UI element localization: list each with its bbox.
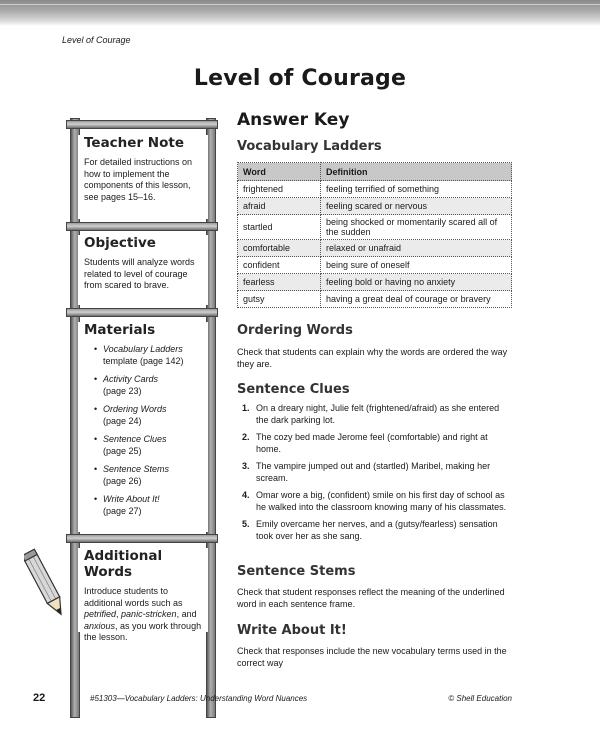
clues-heading: Sentence Clues [237, 382, 350, 397]
column-header: Definition [321, 163, 512, 181]
table-header-row [238, 163, 512, 181]
write-heading: Write About It! [237, 623, 347, 638]
table-row: afraid feeling scared or nervous [238, 198, 512, 215]
footer-publisher: © Shell Education [448, 694, 512, 703]
table-row: frightened feeling terrified of something [238, 181, 512, 198]
list-item: • Vocabulary Ladders template (page 142) [94, 344, 202, 367]
ladder-rung [66, 222, 218, 231]
objective-panel [78, 235, 208, 305]
clues-list [237, 402, 513, 547]
ladder-rung [66, 534, 218, 543]
table-row: fearless feeling bold or having no anxiety [238, 274, 512, 291]
vocab-heading: Vocabulary Ladders [237, 139, 382, 154]
list-item: • Write About It! (page 27) [94, 494, 202, 517]
ladder-rung [66, 308, 218, 317]
table-row: gutsy having a great deal of courage or bravery [238, 291, 512, 308]
list-item: • Activity Cards (page 23) [94, 374, 202, 397]
list-item: 5. Emily overcame her nerves, and a (gutsy/fearless) sensation took over her as she sang. [242, 519, 498, 541]
stems-text: Check that student responses reflect the meaning of the underlined word in each sentence frame. [237, 587, 505, 609]
table-row: startled being shocked or momentarily scared all of the sudden [238, 215, 512, 240]
list-item: 1. On a dreary night, Julie felt (frightened/afraid) as she entered the dark parking lot. [242, 403, 500, 425]
additional-words-panel [78, 548, 208, 642]
running-header: Level of Courage [62, 35, 131, 45]
stems-heading: Sentence Stems [237, 564, 356, 579]
teacher-note-heading: Teacher Note [84, 135, 184, 151]
page-number: 22 [33, 692, 46, 704]
pencil-icon [24, 548, 68, 624]
additional-words-text: Introduce students to additional words such as petrified, panic-stricken, and anxious, as you work through the lesson. [84, 586, 202, 642]
objective-text: Students will analyze words related to level of courage from scared to brave. [84, 257, 195, 290]
answer-key-heading: Answer Key [237, 110, 350, 130]
ordering-text: Check that students can explain why the words are ordered the way they are. [237, 347, 508, 369]
write-text: Check that responses include the new vocabulary terms used in the correct way [237, 646, 507, 668]
list-item: • Sentence Clues (page 25) [94, 434, 202, 457]
materials-list [84, 344, 202, 517]
ordering-heading: Ordering Words [237, 323, 353, 338]
materials-panel [78, 322, 208, 532]
list-item: 4. Omar wore a big, (confident) smile on his first day of school as he walked into the classroom knowing many of his classmates. [242, 490, 507, 512]
materials-heading: Materials [84, 322, 156, 338]
ladder-rung [66, 120, 218, 129]
objective-heading: Objective [84, 235, 156, 251]
table-row: confident being sure of oneself [238, 257, 512, 274]
list-item: 2. The cozy bed made Jerome feel (comfortable) and right at home. [242, 432, 488, 454]
page-title: Level of Courage [193, 66, 407, 91]
top-band [0, 0, 600, 26]
table-row: comfortable relaxed or unafraid [238, 240, 512, 257]
vocab-table [237, 162, 512, 308]
list-item: • Ordering Words (page 24) [94, 404, 202, 427]
teacher-note-text: For detailed instructions on how to implement the components of this lesson, see pages 15–16. [84, 157, 193, 202]
list-item: • Sentence Stems (page 26) [94, 464, 202, 487]
additional-words-heading: Additional Words [84, 548, 163, 580]
footer-book-title: #51303—Vocabulary Ladders: Understanding Word Nuances [90, 694, 308, 703]
column-header: Word [238, 163, 321, 181]
list-item: 3. The vampire jumped out and (startled) Maribel, making her scream. [242, 461, 491, 483]
teacher-note-panel [78, 135, 208, 219]
